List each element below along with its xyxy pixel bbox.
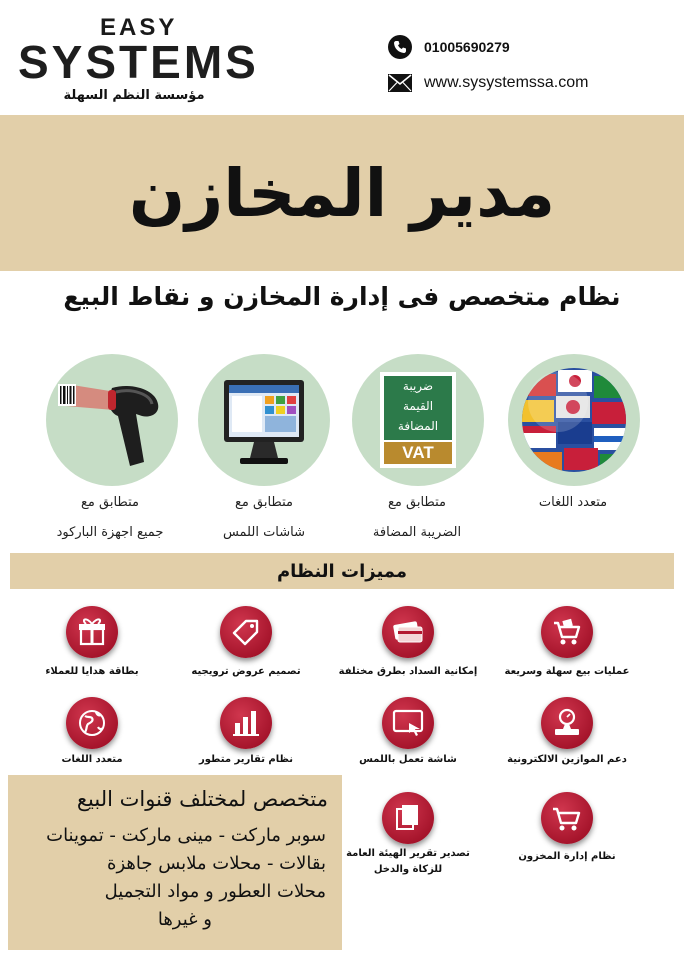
caption-line: متطابق مع xyxy=(81,495,139,510)
vat-label: VAT xyxy=(402,443,434,462)
sales-channels-box xyxy=(8,775,342,950)
documents-icon xyxy=(382,792,434,844)
credit-cards-icon xyxy=(382,606,434,658)
vat-line: ضريبة xyxy=(402,379,434,393)
website-link[interactable]: www.sysystemssa.com xyxy=(424,74,589,91)
caption-line: متعدد اللغات xyxy=(538,495,608,510)
features-band xyxy=(10,553,674,589)
feature-inventory: نظام إدارة المخزون xyxy=(518,851,616,862)
shopping-cart-icon xyxy=(541,606,593,658)
sales-line: محلات العطور و مواد التجميل xyxy=(104,881,326,902)
feature-electronic-scales: دعم الموازين الالكترونية xyxy=(507,754,627,765)
touch-screen-image xyxy=(198,354,330,486)
page-subtitle: نظام متخصص فى إدارة المخازن و نقاط البيع xyxy=(63,282,621,311)
cart-icon xyxy=(541,792,593,844)
price-tag-icon xyxy=(220,606,272,658)
contact-info xyxy=(388,32,678,104)
feature-touch-screen: شاشة تعمل باللمس xyxy=(359,754,457,765)
caption-line: الضريبة المضافة xyxy=(372,525,462,540)
phone-row xyxy=(388,32,678,62)
barcode-scanner-image xyxy=(46,354,178,486)
features-title: مميزات النظام xyxy=(276,560,408,582)
globe-flags-image xyxy=(508,354,640,486)
feature-gift-cards: بطاقة هدايا للعملاء xyxy=(45,666,139,677)
feature-zakat-report xyxy=(318,846,498,878)
touch-screen-icon xyxy=(382,697,434,749)
vat-line: القيمة xyxy=(402,399,434,413)
envelope-icon xyxy=(388,71,412,95)
caption-vat xyxy=(327,488,507,548)
feature-reports: نظام تقارير متطور xyxy=(198,754,294,765)
website-row xyxy=(388,68,678,98)
feature-promotions: تصميم عروض ترويجيه xyxy=(191,666,301,677)
caption-multilang xyxy=(483,488,663,518)
sales-title: متخصص لمختلف قنوات البيع xyxy=(76,787,328,811)
logo-systems-text: SYSTEMS xyxy=(18,36,259,88)
feature-line: تصدير تقرير الهيئة العامة xyxy=(346,848,470,859)
feature-line: للزكاة والدخل xyxy=(373,864,443,875)
sales-line: و غيرها xyxy=(157,909,212,930)
caption-touch xyxy=(174,488,354,548)
gift-icon xyxy=(66,606,118,658)
page-title: مدير المخازن xyxy=(128,154,556,232)
sales-line: سوبر ماركت - مينى ماركت - تموينات xyxy=(46,825,326,846)
logo-arabic-text: مؤسسة النظم السهلة xyxy=(63,88,205,103)
vat-badge-text xyxy=(384,376,452,436)
feature-multilanguage: متعدد اللغات xyxy=(61,754,123,765)
caption-line: جميع اجهزة الباركود xyxy=(56,525,164,540)
vat-line: المضافة xyxy=(397,419,439,433)
weighing-scale-icon xyxy=(541,697,593,749)
caption-line: شاشات اللمس xyxy=(222,525,306,540)
company-logo xyxy=(16,14,259,106)
vat-badge-image xyxy=(352,354,484,486)
caption-line: متطابق مع xyxy=(235,495,293,510)
phone-number[interactable]: 01005690279 xyxy=(424,39,510,55)
globe-icon xyxy=(66,697,118,749)
feature-payment-methods: إمكانية السداد بطرق مختلفة xyxy=(338,666,478,677)
caption-barcode xyxy=(20,488,200,548)
phone-icon xyxy=(388,35,412,59)
title-band xyxy=(0,115,684,271)
feature-fast-sales: عمليات بيع سهلة وسريعة xyxy=(504,666,630,677)
bar-chart-icon xyxy=(220,697,272,749)
sales-line: بقالات - محلات ملابس جاهزة xyxy=(107,853,326,874)
caption-line: متطابق مع xyxy=(388,495,446,510)
logo-easy-text: EASY xyxy=(100,14,178,41)
